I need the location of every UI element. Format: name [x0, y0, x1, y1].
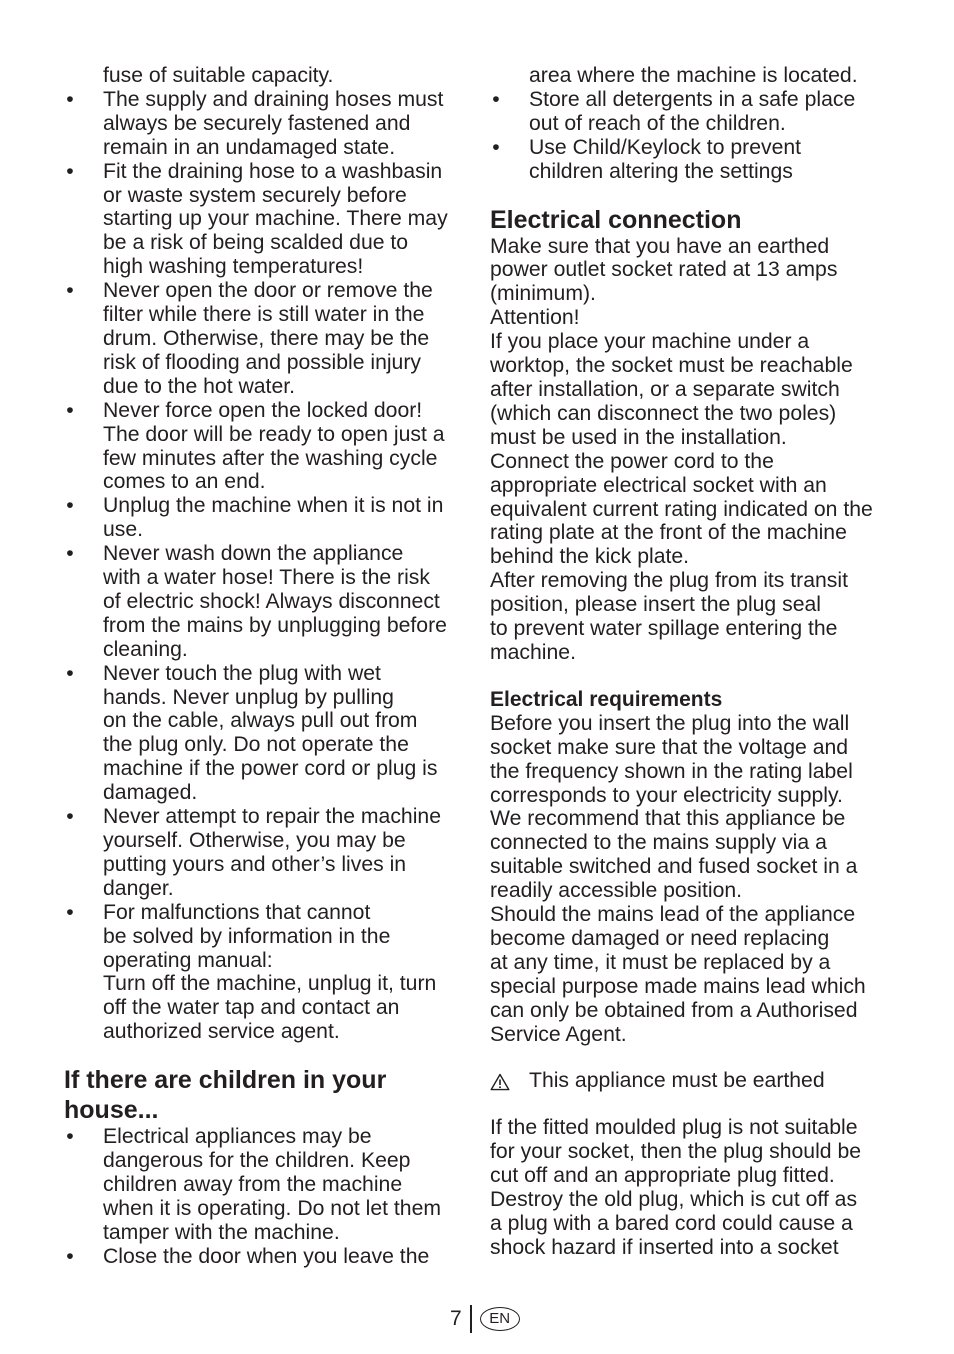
children-heading [64, 1065, 464, 1125]
bullet-line: remain in an undamaged state. [103, 135, 396, 159]
bullet-icon: • [492, 135, 500, 159]
bullet-line: be solved by information in the [103, 924, 391, 948]
footer-divider [470, 1305, 472, 1333]
bullet-line: few minutes after the washing cycle [103, 446, 438, 470]
bullet-line: off the water tap and contact an [103, 996, 400, 1020]
children-heading-text [64, 1065, 464, 1125]
bullet-icon: • [66, 542, 74, 566]
bullet-line: cleaning. [103, 637, 188, 661]
moulded-plug-text [490, 1116, 895, 1259]
right-continuation [490, 64, 895, 88]
bullet-line: always be securely fastened and [103, 111, 411, 135]
text-line: appropriate electrical socket with an [490, 473, 827, 497]
bullet-item [64, 88, 464, 160]
bullet-line: Never attempt to repair the machine [103, 805, 441, 829]
text-line: (minimum). [490, 282, 596, 306]
bullet-icon: • [66, 87, 74, 111]
text-line: for your socket, then the plug should be [490, 1140, 862, 1164]
text-line: suitable switched and fused socket in a [490, 855, 858, 879]
bullet-line: comes to an end. [103, 470, 266, 494]
intro-continuation [64, 64, 464, 88]
bullet-line: Unplug the machine when it is not in [103, 494, 444, 518]
text-line: to prevent water spillage entering the [490, 617, 838, 641]
text-line: house... [64, 1096, 159, 1125]
right-column [490, 64, 895, 1260]
bullet-line: of electric shock! Always disconnect [103, 589, 440, 613]
bullet-line: children away from the machine [103, 1172, 403, 1196]
text-line: We recommend that this appliance be [490, 807, 846, 831]
text-line: Make sure that you have an earthed [490, 234, 830, 258]
bullet-line: For malfunctions that cannot [103, 900, 371, 924]
bullet-line: authorized service agent. [103, 1020, 340, 1044]
text-line: (which can disconnect the two poles) [490, 401, 837, 425]
bullet-item [64, 662, 464, 805]
text-line: connected to the mains supply via a [490, 831, 827, 855]
text-line: become damaged or need replacing [490, 927, 830, 950]
bullet-line: or waste system securely before [103, 183, 407, 207]
bullet-line: risk of flooding and possible injury [103, 350, 421, 374]
electrical-requirements-text [490, 712, 895, 1047]
left-column [64, 64, 464, 1269]
right-bullet-list [490, 88, 895, 184]
text-line: behind the kick plate. [490, 545, 690, 569]
bullet-icon: • [66, 398, 74, 422]
bullet-line: machine if the power cord or plug is [103, 757, 438, 781]
bullet-icon: • [66, 279, 74, 303]
bullet-line: with a water hose! There is the risk [103, 566, 430, 590]
bullet-item [64, 901, 464, 1044]
page-number: 7 [450, 1307, 462, 1330]
bullet-line: Fit the draining hose to a washbasin [103, 159, 443, 183]
text-line: readily accessible position. [490, 879, 743, 903]
text-line: can only be obtained from a Authorised [490, 998, 858, 1022]
children-bullet-list [64, 1125, 464, 1268]
bullet-line: due to the hot water. [103, 374, 296, 398]
bullet-line: The door will be ready to open just a [103, 422, 445, 446]
bullet-line: Never force open the locked door! [103, 398, 423, 422]
bullet-line: Electrical appliances may be [103, 1125, 372, 1149]
bullet-item [64, 160, 464, 280]
bullet-item [64, 805, 464, 901]
text-line: a plug with a bared cord could cause a [490, 1212, 853, 1236]
bullet-line: the plug only. Do not operate the [103, 733, 409, 757]
text-line: After removing the plug from its transit [490, 569, 848, 593]
bullet-line: on the cable, always pull out from [103, 709, 418, 733]
bullet-line: Use Child/Keylock to prevent [529, 135, 802, 159]
text-line: If you place your machine under a [490, 330, 810, 354]
text-line: at any time, it must be replaced by a [490, 950, 831, 974]
bullet-line: be a risk of being scalded due to [103, 231, 409, 255]
text-line: must be used in the installation. [490, 425, 787, 449]
warning-text: This appliance must be earthed [529, 1068, 825, 1092]
bullet-line: out of reach of the children. [529, 111, 786, 135]
text-line: power outlet socket rated at 13 amps [490, 258, 838, 282]
bullet-line: Turn off the machine, unplug it, turn [103, 972, 437, 996]
text-line: cut off and an appropriate plug fitted. [490, 1164, 835, 1188]
text-line: Service Agent. [490, 1022, 627, 1046]
bullet-line: dangerous for the children. Keep [103, 1149, 411, 1173]
bullet-line: operating manual: [103, 948, 273, 972]
electrical-requirements-heading: Electrical requirements [490, 687, 723, 711]
bullet-line: Store all detergents in a safe place [529, 87, 856, 111]
bullet-line: children altering the settings [529, 159, 793, 183]
bullet-icon: • [66, 1244, 74, 1268]
text-line: special purpose made mains lead which [490, 974, 866, 998]
bullet-line: putting yours and other’s lives in [103, 852, 407, 876]
text-line: socket make sure that the voltage and [490, 735, 849, 759]
text-line: corresponds to your electricity supply. [490, 783, 843, 807]
bullet-line: Never touch the plug with wet [103, 661, 381, 685]
text-line: If the fitted moulded plug is not suitable [490, 1116, 858, 1140]
bullet-icon: • [66, 1125, 74, 1149]
electrical-connection-text [490, 235, 895, 665]
bullet-item [490, 88, 895, 136]
text-line: equivalent current rating indicated on the [490, 497, 873, 521]
earth-warning [490, 1069, 895, 1093]
language-badge: EN [480, 1307, 520, 1331]
bullet-item [64, 494, 464, 542]
bullet-item [64, 1245, 464, 1269]
bullet-item [64, 279, 464, 399]
bullet-icon: • [66, 494, 74, 518]
bullet-line: Never open the door or remove the [103, 279, 433, 303]
safety-bullet-list [64, 88, 464, 1044]
bullet-item [64, 542, 464, 662]
warning-triangle-icon [490, 1069, 529, 1091]
text-line: worktop, the socket must be reachable [490, 354, 853, 378]
text-line: position, please insert the plug seal [490, 593, 821, 617]
bullet-line: from the mains by unplugging before [103, 613, 447, 637]
bullet-line: use. [103, 518, 144, 542]
electrical-connection-heading: Electrical connection [490, 205, 742, 234]
bullet-line: hands. Never unplug by pulling [103, 685, 394, 709]
bullet-line: The supply and draining hoses must [103, 87, 444, 111]
bullet-icon: • [66, 805, 74, 829]
bullet-item [490, 136, 895, 184]
text-line: Connect the power cord to the [490, 449, 774, 473]
bullet-line: starting up your machine. There may [103, 207, 448, 231]
text-line: Destroy the old plug, which is cut off as [490, 1188, 858, 1212]
bullet-line: danger. [103, 876, 174, 900]
text-line: shock hazard if inserted into a socket [490, 1235, 839, 1259]
bullet-item [64, 1125, 464, 1245]
text-line: fuse of suitable capacity. [103, 64, 334, 87]
bullet-line: high washing temperatures! [103, 255, 364, 279]
text-line: Before you insert the plug into the wall [490, 711, 850, 735]
text-line: area where the machine is located. [529, 64, 858, 87]
text-line: machine. [490, 640, 576, 664]
text-line: the frequency shown in the rating label [490, 759, 853, 783]
bullet-line: when it is operating. Do not let them [103, 1196, 442, 1220]
text-line: Should the mains lead of the appliance [490, 903, 856, 927]
bullet-icon: • [66, 159, 74, 183]
bullet-item [64, 399, 464, 495]
bullet-line: filter while there is still water in the [103, 303, 425, 327]
bullet-line: Never wash down the appliance [103, 542, 404, 566]
text-line: rating plate at the front of the machine [490, 521, 847, 545]
text-line: If there are children in your [64, 1066, 387, 1095]
bullet-icon: • [492, 87, 500, 111]
bullet-line: tamper with the machine. [103, 1220, 340, 1244]
text-line: after installation, or a separate switch [490, 377, 840, 401]
text-line: Attention! [490, 306, 580, 330]
bullet-line: damaged. [103, 781, 198, 805]
bullet-line: yourself. Otherwise, you may be [103, 829, 406, 852]
bullet-icon: • [66, 661, 74, 685]
bullet-icon: • [66, 900, 74, 924]
bullet-line: Close the door when you leave the [103, 1244, 430, 1268]
bullet-line: drum. Otherwise, there may be the [103, 326, 430, 350]
page-footer [450, 1304, 520, 1334]
